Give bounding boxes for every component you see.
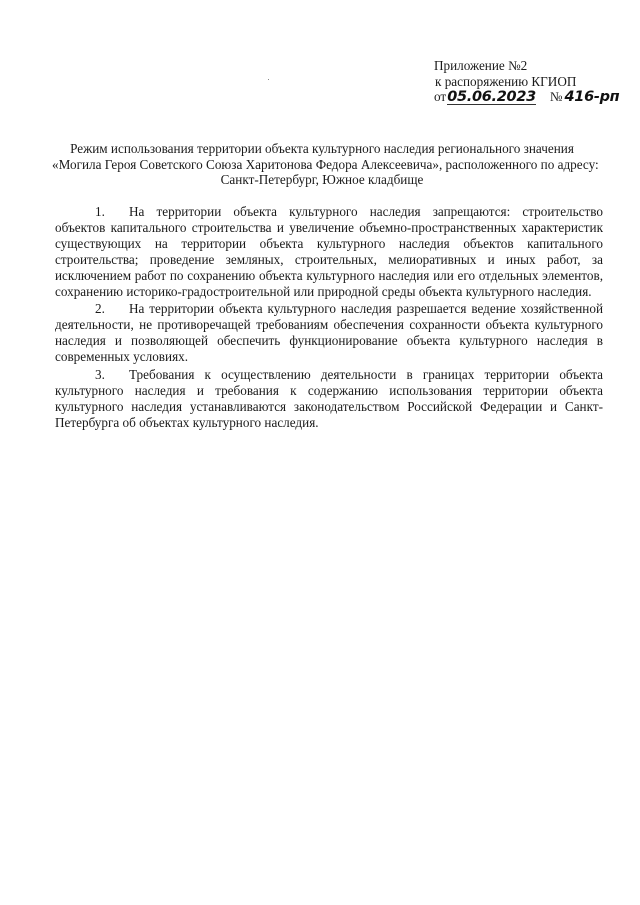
paragraph-2: [55, 301, 603, 365]
document-body: [55, 204, 603, 433]
scan-speck: [268, 79, 269, 80]
appendix-order-reference: к распоряжению КГИОП: [435, 73, 577, 89]
handwritten-date: 05.06.2023: [447, 89, 536, 105]
paragraph-text: Требования к осуществлению деятельности в границах территории объекта культурного наследия и требования к содержанию использования территории объекта культурного наследия устанавливаются законодательством Российской Федерации и Санкт-Петербурга об объектах культурного наследия.: [55, 367, 603, 430]
appendix-title: Приложение №2: [434, 58, 528, 73]
title-line-1: Режим использования территории объекта культурного наследия регионального значения: [70, 141, 574, 156]
appendix-header: [434, 58, 619, 106]
paragraph-1: [55, 204, 603, 299]
document-title: [52, 141, 599, 188]
handwritten-order-number: 416-рп: [564, 89, 620, 105]
paragraph-number: 2.: [95, 301, 105, 317]
paragraph-number: 3.: [95, 367, 105, 383]
title-line-3: Санкт-Петербург, Южное кладбище: [220, 172, 424, 188]
title-line-2: «Могила Героя Советского Союза Харитонова Федора Алексеевича», расположенного по адресу:: [52, 156, 599, 172]
appendix-date-number-line: [434, 89, 619, 106]
paragraph-text: На территории объекта культурного наследия запрещаются: строительство объектов капитального строительства и увеличение объемно-пространственных характеристик существующих на территории объекта культурного наследия объектов капитального строительства; проведение земляных, строительных, мелиоративных и иных работ, за исключением работ по сохранению объекта культурного наследия или его отдельных элементов, сохранению историко-градостроительной или природной среды объекта культурного наследия.: [55, 204, 603, 299]
paragraph-3: [55, 367, 603, 431]
from-label: от: [434, 89, 447, 104]
paragraph-number: 1.: [95, 204, 105, 219]
paragraph-text: На территории объекта культурного наследия разрешается ведение хозяйственной деятельности, не противоречащей требованиям обеспечения сохранности объекта культурного наследия и позволяющей обеспечить функционирование объекта культурного наследия в современных условиях.: [55, 301, 603, 365]
number-sign: №: [549, 89, 563, 104]
